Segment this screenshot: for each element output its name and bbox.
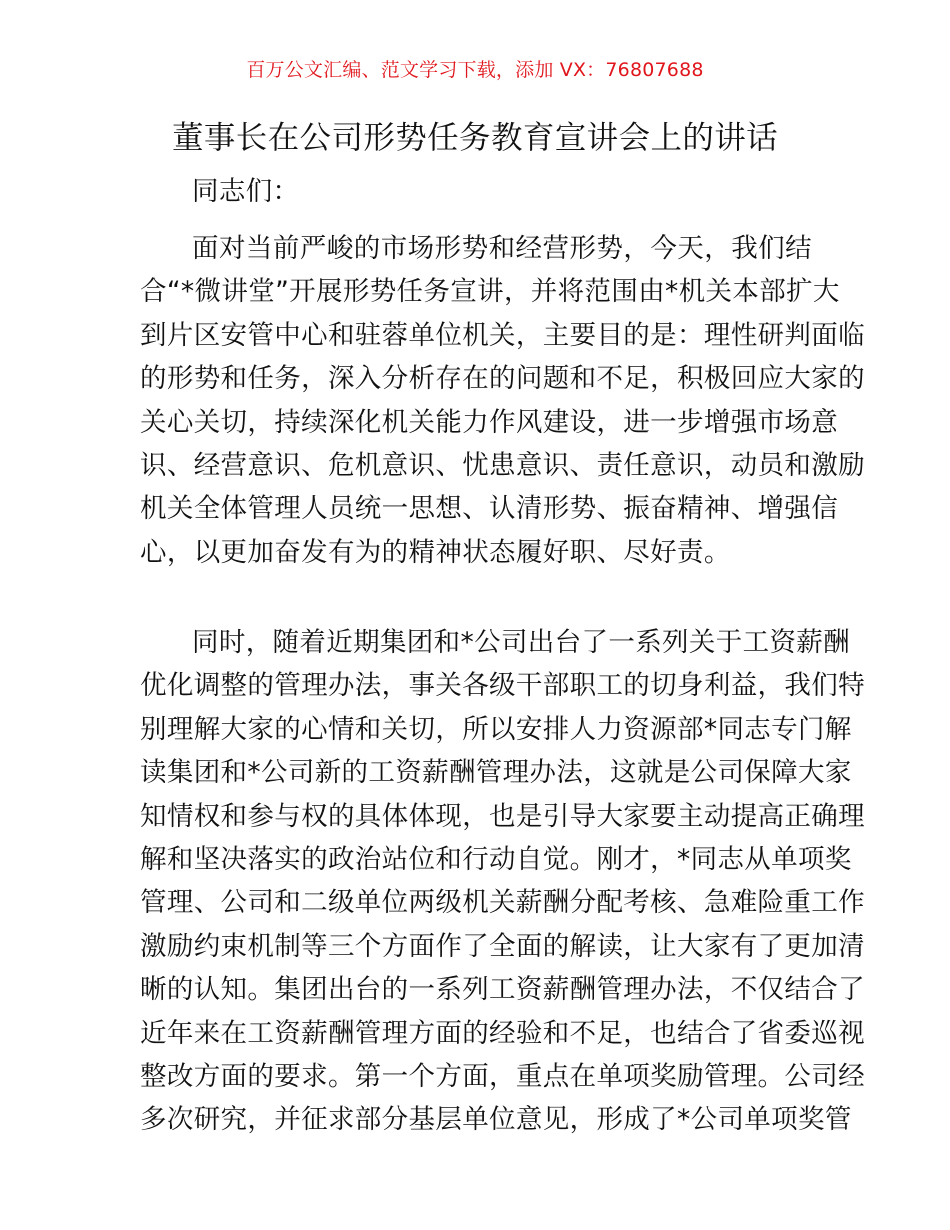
paragraph-line: 读集团和*公司新的工资薪酬管理办法，这就是公司保障大家 [140, 757, 852, 789]
paragraph-line: 近年来在工资薪酬管理方面的经验和不足，也结合了省委巡视 [140, 1017, 865, 1049]
paragraph-line: 多次研究，并征求部分基层单位意见，形成了*公司单项奖管 [140, 1104, 852, 1136]
paragraph-line: 晰的认知。集团出台的一系列工资薪酬管理办法，不仅结合了 [140, 974, 865, 1006]
paragraph-line: 关心关切，持续深化机关能力作风建设，进一步增强市场意 [140, 406, 839, 438]
paragraph-line: 识、经营意识、危机意识、忧患意识、责任意识，动员和激励 [140, 450, 865, 482]
paragraph-line: 整改方面的要求。第一个方面，重点在单项奖励管理。公司经 [140, 1061, 865, 1093]
document-title: 董事长在公司形势任务教育宣讲会上的讲话 [171, 120, 779, 156]
paragraph-line: 合“*微讲堂”开展形势任务宣讲，并将范围由*机关本部扩大 [140, 276, 840, 308]
salutation: 同志们： [192, 176, 300, 207]
paragraph-line: 解和坚决落实的政治站位和行动自觉。刚才，*同志从单项奖 [140, 844, 852, 876]
paragraph-line: 同时，随着近期集团和*公司出台了一系列关于工资薪酬 [192, 627, 850, 658]
paragraph-line: 知情权和参与权的具体体现，也是引导大家要主动提高正确理 [140, 800, 865, 832]
watermark-header: 百万公文汇编、范文学习下载，添加 VX：76807688 [246, 59, 704, 81]
paragraph-line: 管理、公司和二级单位两级机关薪酬分配考核、急难险重工作 [140, 887, 865, 919]
paragraph-2 [140, 621, 865, 1142]
paragraph-line: 到片区安管中心和驻蓉单位机关，主要目的是：理性研判面临 [140, 319, 865, 351]
paragraph-1 [140, 227, 865, 574]
paragraph-line: 优化调整的管理办法，事关各级干部职工的切身利益，我们特 [140, 670, 865, 702]
paragraph-line: 别理解大家的心情和关切，所以安排人力资源部*同志专门解 [140, 713, 852, 745]
paragraph-line: 机关全体管理人员统一思想、认清形势、振奋精神、增强信 [140, 493, 839, 525]
paragraph-line: 心，以更加奋发有为的精神状态履好职、尽好责。 [140, 536, 731, 568]
paragraph-line: 面对当前严峻的市场形势和经营形势，今天，我们结 [192, 233, 812, 264]
paragraph-line: 的形势和任务，深入分析存在的问题和不足，积极回应大家的 [140, 363, 865, 395]
paragraph-line: 激励约束机制等三个方面作了全面的解读，让大家有了更加清 [140, 930, 865, 962]
